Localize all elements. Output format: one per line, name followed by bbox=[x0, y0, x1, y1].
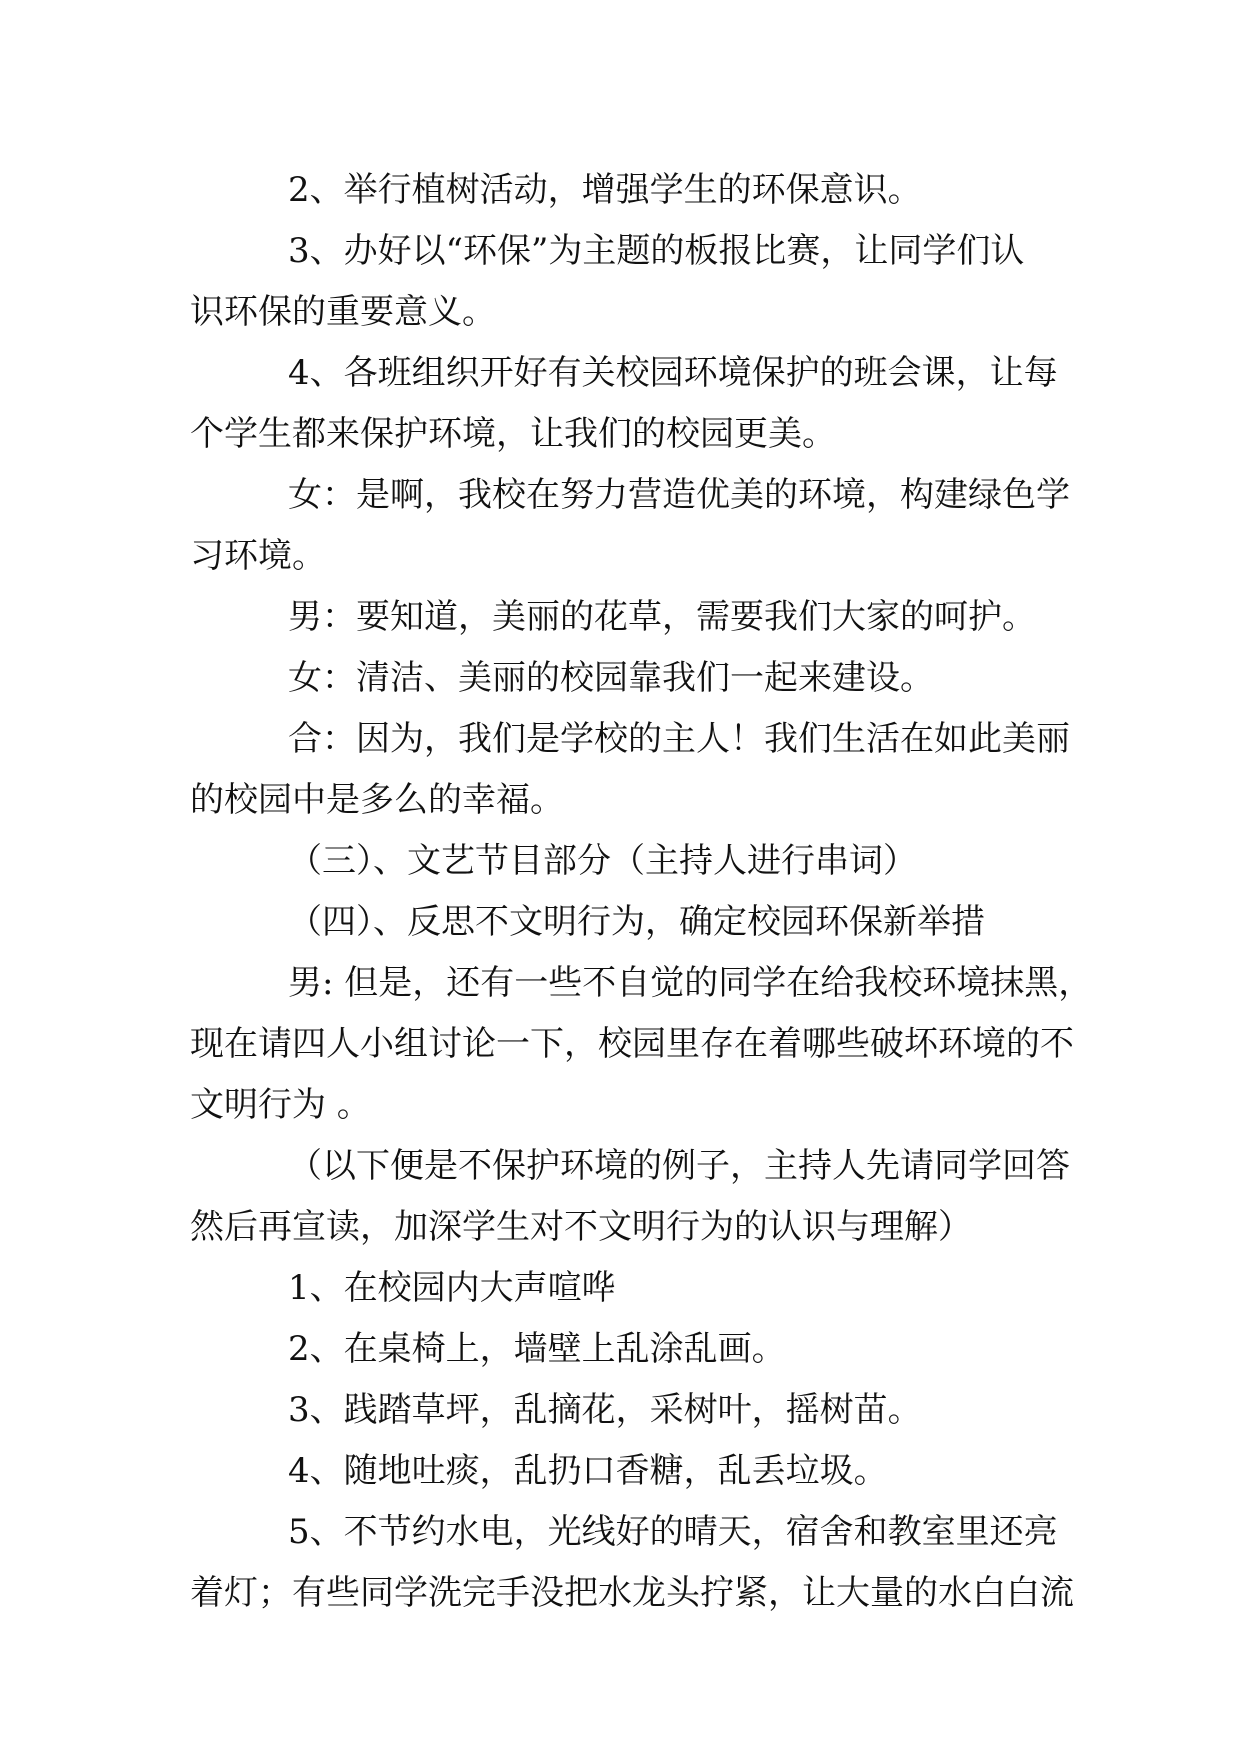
text-line: 3、办好以“环保”为主题的板报比赛，让同学们认 bbox=[288, 231, 1025, 271]
paragraph bbox=[190, 160, 1055, 221]
text-line: 男：要知道，美丽的花草，需要我们大家的呵护。 bbox=[288, 597, 1036, 637]
paragraph bbox=[190, 587, 1055, 648]
text-line: 女：清洁、美丽的校园靠我们一起来建设。 bbox=[288, 658, 934, 698]
paragraph bbox=[190, 465, 1070, 587]
paragraph bbox=[190, 1319, 1055, 1380]
text-line: 5、不节约水电，光线好的晴天，宿舍和教室里还亮 bbox=[288, 1512, 1058, 1552]
paragraph bbox=[190, 1441, 1055, 1502]
text-line: 合：因为，我们是学校的主人！我们生活在如此美丽 bbox=[288, 719, 1070, 759]
text-line: 个学生都来保护环境，让我们的校园更美。 bbox=[190, 414, 836, 454]
text-line: 女：是啊，我校在努力营造优美的环境，构建绿色学 bbox=[288, 475, 1070, 515]
text-line: 然后再宣读，加深学生对不文明行为的认识与理解） bbox=[190, 1207, 972, 1247]
paragraph bbox=[190, 892, 1055, 953]
text-line: 4、各班组织开好有关校园环境保护的班会课，让每 bbox=[288, 353, 1058, 393]
paragraph bbox=[190, 221, 1055, 343]
text-line: （四）、反思不文明行为，确定校园环保新举措 bbox=[288, 902, 985, 942]
text-line: 文明行为 。 bbox=[190, 1085, 371, 1125]
text-line: 的校园中是多么的幸福。 bbox=[190, 780, 564, 820]
paragraph bbox=[190, 648, 1055, 709]
paragraph bbox=[190, 1502, 1074, 1624]
text-line: 识环保的重要意义。 bbox=[190, 292, 496, 332]
text-line: 3、践踏草坪，乱摘花，采树叶，摇树苗。 bbox=[288, 1390, 922, 1430]
text-line: 现在请四人小组讨论一下，校园里存在着哪些破坏环境的不 bbox=[190, 1024, 1074, 1064]
paragraph bbox=[190, 953, 1093, 1136]
paragraph bbox=[190, 343, 1058, 465]
text-line: （三）、文艺节目部分（主持人进行串词） bbox=[288, 841, 917, 881]
text-line: 4、随地吐痰，乱扔口香糖，乱丢垃圾。 bbox=[288, 1451, 888, 1491]
text-line: （以下便是不保护环境的例子，主持人先请同学回答 bbox=[288, 1146, 1070, 1186]
text-line: 习环境。 bbox=[190, 536, 326, 576]
paragraph bbox=[190, 831, 1055, 892]
paragraph bbox=[190, 1136, 1070, 1258]
paragraph bbox=[190, 709, 1070, 831]
text-line: 着灯；有些同学洗完手没把水龙头拧紧，让大量的水白白流 bbox=[190, 1573, 1074, 1613]
paragraph bbox=[190, 1380, 1055, 1441]
text-line: 男: 但是，还有一些不自觉的同学在给我校环境抹黑， bbox=[288, 963, 1093, 1003]
text-line: 1、在校园内大声喧哗 bbox=[288, 1268, 616, 1308]
text-line: 2、举行植树活动，增强学生的环保意识。 bbox=[288, 170, 922, 210]
paragraph bbox=[190, 1258, 1055, 1319]
document-body bbox=[190, 160, 1093, 1624]
text-line: 2、在桌椅上，墙壁上乱涂乱画。 bbox=[288, 1329, 786, 1369]
